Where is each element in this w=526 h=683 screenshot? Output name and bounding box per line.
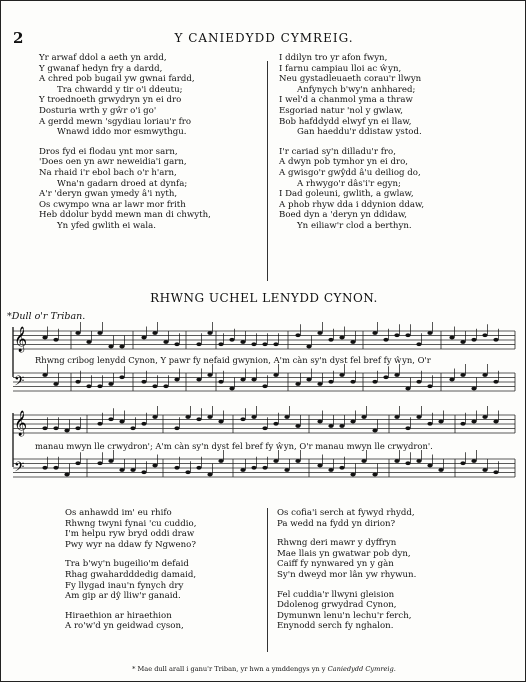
verse-line: Na rhaid i'r ebol bach o'r h'arn, xyxy=(39,167,177,178)
note-head xyxy=(75,331,80,335)
note-head xyxy=(328,380,333,384)
note-head xyxy=(394,415,399,419)
verse-line: I ddilyn tro yr afon fwyn, xyxy=(279,53,388,63)
note-head xyxy=(471,459,476,463)
note-head xyxy=(372,331,377,335)
verse-line: Pa wedd na fydd yn dirion? xyxy=(277,518,396,529)
note-head xyxy=(42,466,47,470)
note-head xyxy=(306,378,311,382)
note-head xyxy=(196,342,201,346)
note-head xyxy=(240,378,245,382)
note-head xyxy=(185,470,190,474)
note-head xyxy=(152,384,157,388)
verse-line: 'Does oen yn awr neweidia'i garn, xyxy=(39,157,187,168)
note-head xyxy=(350,340,355,344)
note-head xyxy=(218,380,223,384)
note-head xyxy=(317,331,322,335)
verse-line: Hiraethion ar hiraethion xyxy=(65,610,172,621)
note-head xyxy=(86,340,91,344)
note-head xyxy=(174,378,179,382)
verse-line: Os cwympo wna ar lawr mor frith xyxy=(39,199,186,210)
note-head xyxy=(97,384,102,388)
note-head xyxy=(86,384,91,388)
note-head xyxy=(53,338,58,342)
verse-line: Tra b'wy'n bugeilio'm defaid xyxy=(65,559,189,570)
note-head xyxy=(251,415,256,419)
note-head xyxy=(42,373,47,377)
note-head xyxy=(427,422,432,426)
verse-line: A chred pob bugail yw gwnai fardd, xyxy=(39,74,195,85)
note-head xyxy=(141,380,146,384)
note-head xyxy=(75,426,80,430)
running-title: Y CANIEDYDD CYMREIG. xyxy=(174,31,354,45)
note-head xyxy=(482,333,487,337)
verse-line: I Dad goleuni, gwlith, a gwlaw, xyxy=(279,189,414,200)
verse-line: Gan haeddu'r ddistaw ystod. xyxy=(297,127,422,138)
note-head xyxy=(383,338,388,342)
verse-line: A dwyn pob tymhor yn ei dro, xyxy=(279,157,409,168)
note-head xyxy=(405,426,410,430)
note-head xyxy=(119,468,124,472)
note-head xyxy=(416,415,421,419)
verse-line: Rhag gwahardddedig damaid, xyxy=(65,569,197,580)
note-head xyxy=(218,420,223,424)
verse-line: Rhwng twyni fynai 'cu cuddio, xyxy=(65,518,197,529)
verse-line: Ddolenog grwydrad Cynon, xyxy=(277,600,397,611)
note-head xyxy=(284,468,289,472)
verse-line: Sy'n dweyd mor lân yw rhywun. xyxy=(277,569,417,580)
note-head xyxy=(141,422,146,426)
note-head xyxy=(229,387,234,391)
verse-line: Yr arwaf ddol a aeth yn ardd, xyxy=(39,53,167,63)
verse-line: Dros fyd ei flodau ynt mor sarn, xyxy=(39,146,178,157)
bass-clef-icon: 𝄢 xyxy=(14,373,25,392)
stanza xyxy=(65,508,196,550)
note-head xyxy=(273,422,278,426)
note-head xyxy=(152,415,157,419)
note-head xyxy=(174,342,179,346)
note-head xyxy=(108,345,113,349)
note-head xyxy=(295,459,300,463)
verse-line: A phob rhyw dda i ddynion ddaw, xyxy=(279,199,425,210)
note-head xyxy=(317,464,322,468)
verse-line: A'r 'deryn gwan ymedy â'i nyth, xyxy=(39,189,178,200)
footnote xyxy=(1,665,526,673)
note-head xyxy=(405,333,410,337)
verse-line: I farnu campiau lloi ac ŵyn, xyxy=(279,63,402,74)
verse-line: Heb ddolur bydd mewn man di chwyth, xyxy=(39,210,211,221)
verse-line: Fy llygad inau'n fynych dry xyxy=(65,580,184,591)
note-head xyxy=(273,373,278,377)
note-head xyxy=(295,424,300,428)
note-head xyxy=(42,426,47,430)
note-head xyxy=(383,375,388,379)
verse-line: I'r cariad sy'n dilladu'r fro, xyxy=(279,146,396,157)
note-head xyxy=(163,384,168,388)
footnote-text: * Mae dull arall i ganu'r Triban, yr hwn a ymddengys yn y xyxy=(132,665,328,673)
verse-line: Dymunwn lenu'n lechu'r ferch, xyxy=(277,610,412,621)
song-title: RHWNG UCHEL LENYDD CYNON. xyxy=(150,291,378,305)
stanza xyxy=(277,508,416,529)
note-head xyxy=(438,420,443,424)
note-head xyxy=(240,340,245,344)
note-head xyxy=(207,373,212,377)
note-head xyxy=(460,461,465,465)
note-head xyxy=(262,342,267,346)
note-head xyxy=(339,336,344,340)
treble-clef-icon: 𝄞 xyxy=(14,327,28,352)
note-head xyxy=(416,342,421,346)
verse-line: Dosturia wrth y gŵr o'i go' xyxy=(39,105,157,116)
note-head xyxy=(460,422,465,426)
note-head xyxy=(141,470,146,474)
verse-line: Wna'n gadarn droed at dynfa; xyxy=(57,178,188,189)
note-head xyxy=(130,426,135,430)
note-head xyxy=(251,466,256,470)
note-head xyxy=(196,466,201,470)
note-head xyxy=(493,380,498,384)
bass-clef-icon: 𝄢 xyxy=(14,459,25,478)
note-head xyxy=(196,417,201,421)
note-head xyxy=(218,342,223,346)
note-head xyxy=(141,336,146,340)
note-head xyxy=(350,473,355,477)
stanza xyxy=(65,611,196,632)
note-head xyxy=(119,420,124,424)
note-head xyxy=(174,426,179,430)
stanza xyxy=(277,590,416,632)
note-head xyxy=(207,473,212,477)
note-head xyxy=(262,466,267,470)
note-head xyxy=(361,459,366,463)
note-head xyxy=(284,415,289,419)
note-head xyxy=(53,426,58,430)
note-head xyxy=(361,415,366,419)
note-head xyxy=(405,461,410,465)
note-head xyxy=(97,461,102,465)
verse-line: Mae llais yn gwatwar pob dyn, xyxy=(277,548,411,559)
verse-line: Am gip ar dŷ lliw'r ganaid. xyxy=(65,591,181,602)
note-head xyxy=(317,382,322,386)
note-head xyxy=(449,336,454,340)
note-head xyxy=(427,464,432,468)
note-head xyxy=(295,333,300,337)
note-head xyxy=(262,426,267,430)
verse-line: A gerdd mewn 'sgydiau loriau'r fro xyxy=(39,116,192,127)
tempo-marking: *Dull o'r Triban. xyxy=(7,311,86,322)
lyrics-line-1: Rhwng cribog lenydd Cynon, Y pawr fy nefaid gwynion, A'm càn sy'n dyst fel bref fy ŵyn, O'r xyxy=(35,355,431,365)
verse-line: Os anhawdd im' eu rhifo xyxy=(65,508,172,518)
note-head xyxy=(394,373,399,377)
note-head xyxy=(240,468,245,472)
verse-line: Yn yfed gwlith ei wala. xyxy=(57,220,157,231)
verse-line: I'm helpu ryw bryd oddi draw xyxy=(65,529,195,540)
note-head xyxy=(108,417,113,421)
note-head xyxy=(471,387,476,391)
note-head xyxy=(108,382,113,386)
note-head xyxy=(251,342,256,346)
note-head xyxy=(339,424,344,428)
verse-line: Tra chwardd y tir o'i ddeutu; xyxy=(57,84,183,95)
verse-line: Rhwng deri mawr y dyffryn xyxy=(277,538,397,549)
note-head xyxy=(119,345,124,349)
verse-line: Neu gystadleuaeth corau'r llwyn xyxy=(279,74,422,85)
verse-line: Fel cuddia'r llwyni gleision xyxy=(277,589,395,600)
note-head xyxy=(229,338,234,342)
note-head xyxy=(427,331,432,335)
footnote-italic: Caniedydd Cymreig. xyxy=(327,665,396,673)
verse-line: Y troednoeth grwydryn yn ei dro xyxy=(39,95,182,106)
page-number: 2 xyxy=(13,29,24,47)
note-head xyxy=(152,464,157,468)
note-head xyxy=(97,331,102,335)
note-head xyxy=(64,429,69,433)
note-head xyxy=(163,340,168,344)
note-head xyxy=(185,415,190,419)
note-head xyxy=(328,338,333,342)
note-head xyxy=(295,382,300,386)
note-head xyxy=(207,415,212,419)
note-head xyxy=(174,466,179,470)
note-head xyxy=(273,342,278,346)
verse-line: A rhwygo'r dâs'i'r egyn; xyxy=(297,178,401,189)
note-head xyxy=(130,468,135,472)
treble-clef-icon: 𝄞 xyxy=(14,411,28,436)
verse-line: Caiff fy nynwared yn y gàn xyxy=(277,559,394,570)
verse-line: I wel'd a chanmol yma a thraw xyxy=(279,95,413,106)
verse-line: A ro'w'd yn geidwad cyson, xyxy=(65,621,184,632)
note-head xyxy=(449,378,454,382)
note-head xyxy=(372,429,377,433)
note-head xyxy=(482,373,487,377)
note-head xyxy=(427,384,432,388)
note-head xyxy=(372,380,377,384)
verse-line: A gwisgo'r gwŷdd â'u deiliog do, xyxy=(279,167,421,178)
note-head xyxy=(339,466,344,470)
note-head xyxy=(350,420,355,424)
note-head xyxy=(218,459,223,463)
stanza xyxy=(65,559,196,601)
stanza xyxy=(277,538,416,580)
bottom-right-column xyxy=(277,508,416,641)
note-head xyxy=(53,466,58,470)
note-head xyxy=(317,420,322,424)
note-head xyxy=(460,373,465,377)
verse-line: Boed dyn a 'deryn yn ddidaw, xyxy=(279,210,408,221)
note-head xyxy=(273,459,278,463)
note-head xyxy=(64,473,69,477)
verse-line: Y gwanaf hedyn fry a dardd, xyxy=(39,63,163,74)
verse-line: Os cofia'i serch at fywyd rhydd, xyxy=(277,508,415,518)
note-head xyxy=(394,333,399,337)
note-head xyxy=(416,459,421,463)
note-head xyxy=(328,468,333,472)
note-head xyxy=(262,384,267,388)
note-head xyxy=(482,468,487,472)
note-head xyxy=(306,345,311,349)
note-head xyxy=(482,415,487,419)
note-head xyxy=(438,468,443,472)
column-divider-bottom xyxy=(267,508,268,652)
note-head xyxy=(152,331,157,335)
note-head xyxy=(75,380,80,384)
verse-line: Anfynych b'wy'n anhhared; xyxy=(297,84,416,95)
note-head xyxy=(460,340,465,344)
note-head xyxy=(240,417,245,421)
note-head xyxy=(471,338,476,342)
note-head xyxy=(251,378,256,382)
note-head xyxy=(416,380,421,384)
note-head xyxy=(493,470,498,474)
verse-line: Wnawd iddo mor esmwythgu. xyxy=(57,127,187,138)
note-head xyxy=(394,459,399,463)
verse-line: Bob hafddydd elwyf yn ei llaw, xyxy=(279,116,412,127)
note-head xyxy=(119,375,124,379)
note-head xyxy=(339,373,344,377)
note-head xyxy=(372,473,377,477)
note-head xyxy=(493,420,498,424)
note-head xyxy=(97,422,102,426)
note-head xyxy=(53,382,58,386)
note-head xyxy=(42,336,47,340)
note-head xyxy=(328,424,333,428)
verse-line: Yn eiliaw'r clod a berthyn. xyxy=(297,220,412,231)
verse-line: Esgoriad natur 'nol y gwlaw, xyxy=(279,105,403,116)
verse-line: Pwy wyr na ddaw fy Ngweno? xyxy=(65,539,196,550)
lyrics-line-2: manau mwyn lle crwydron'; A'm càn sy'n dyst fel bref fy ŵyn, O'r manau mwyn lle crwydron'. xyxy=(35,441,433,451)
note-head xyxy=(493,338,498,342)
note-head xyxy=(471,420,476,424)
note-head xyxy=(350,380,355,384)
note-head xyxy=(207,331,212,335)
note-head xyxy=(405,387,410,391)
note-head xyxy=(196,378,201,382)
verse-line: Enynodd serch fy nghalon. xyxy=(277,621,394,632)
note-head xyxy=(75,461,80,465)
bottom-left-column xyxy=(65,508,196,641)
note-head xyxy=(108,459,113,463)
